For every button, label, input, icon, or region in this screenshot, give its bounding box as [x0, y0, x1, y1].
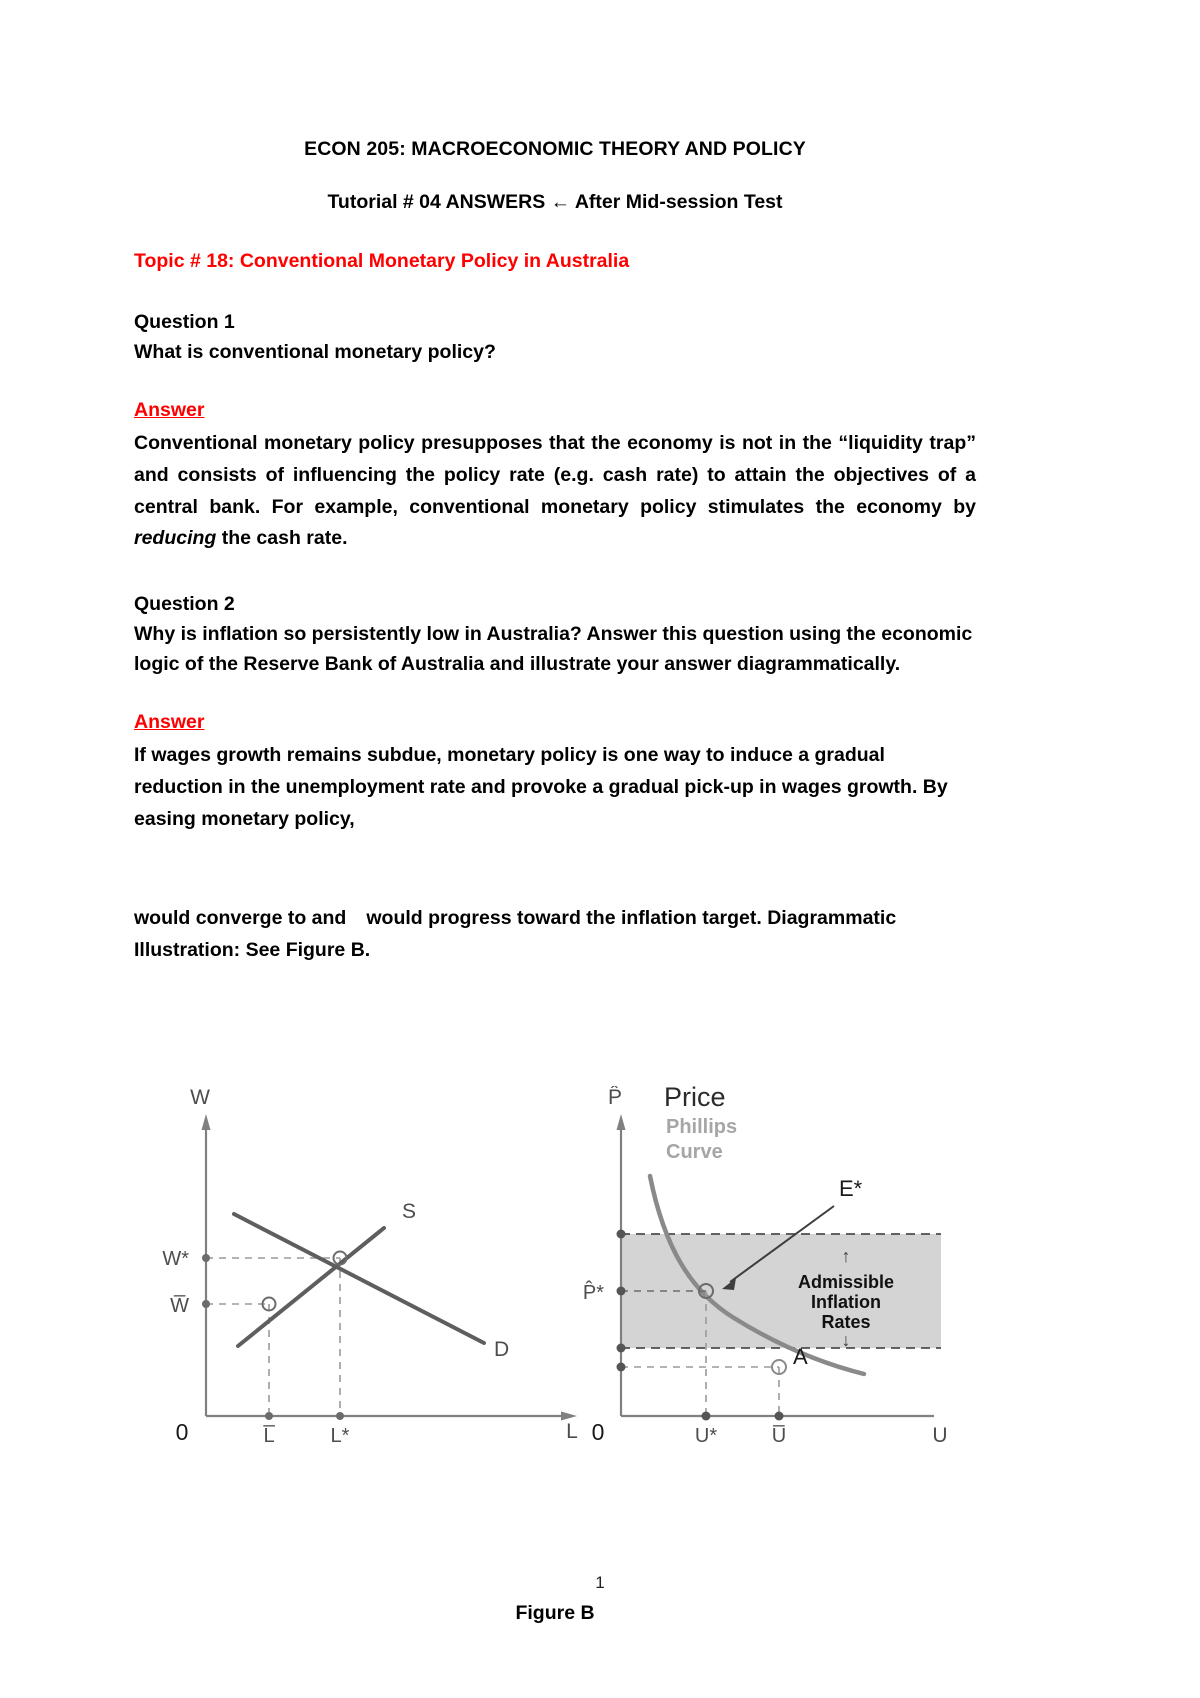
phillips-y-axis-arrow	[617, 1114, 626, 1130]
labour-supply-curve-label: S	[402, 1200, 417, 1224]
question-2-text: Why is inflation so persistently low in Australia? Answer this question using the economic logic of the Reserve Bank of Australia and illustrate your answer diagrammatically.	[134, 622, 973, 676]
phillips-y-axis-label: P̂	[607, 1086, 623, 1110]
labour-market-diagram	[162, 1086, 578, 1447]
band-label-line3: Rates	[821, 1312, 871, 1333]
figure-b-container	[134, 1086, 976, 1506]
paragraph-spacer	[134, 835, 976, 897]
phillips-curve-diagram	[583, 1086, 948, 1447]
answer-2-part-b: would progress toward the inflation target. Diagrammatic Illustration: See Figure B.	[134, 907, 897, 961]
band-label-line2: Inflation	[811, 1292, 881, 1313]
answer-2-paragraph-2	[134, 903, 976, 966]
answer-2-part-a: would converge to and	[134, 907, 347, 930]
question-1-label: Question 1	[134, 311, 235, 333]
answer-2-paragraph-1: If wages growth remains subdue, monetary policy is one way to induce a gradual reduction in the unemployment rate and provoke a gradual pick-up in wages growth. By easing monetary policy,	[134, 744, 948, 830]
phillips-tick-a	[617, 1363, 626, 1372]
phillips-xtick-ustar-label: U*	[694, 1425, 718, 1448]
labour-tick-wstar	[202, 1254, 210, 1262]
labour-ytick-wbar-label: W̅	[170, 1295, 189, 1318]
answer-1-paragraph	[134, 428, 976, 554]
answer-1-part1: Conventional monetary policy presupposes that the economy is not in the “liquidity trap” and consists of influencing the policy rate (e.g. cash rate) to attain the objectives of a central bank. For example, conventional monetary policy stimulates the economy by	[134, 432, 976, 518]
band-arrow-down: ↓	[841, 1330, 851, 1351]
labour-origin-label: 0	[175, 1419, 189, 1446]
labour-tick-lbar	[265, 1412, 273, 1420]
point-a-label: A	[793, 1344, 808, 1370]
question-2-label: Question 2	[134, 592, 235, 615]
labour-x-axis-label: L	[566, 1420, 578, 1444]
figure-b-svg	[134, 1086, 976, 1486]
phillips-tick-pstar	[617, 1287, 626, 1296]
labour-y-axis-label: W	[190, 1086, 210, 1110]
phillips-chart-title: Price	[664, 1086, 726, 1113]
answer-1-label: Answer	[134, 399, 205, 422]
phillips-chart-subtitle-line1: Phillips	[666, 1116, 738, 1139]
topic-heading: Topic # 18: Conventional Monetary Policy in Australia	[134, 250, 630, 272]
labour-tick-wbar	[202, 1300, 210, 1308]
figure-caption: Figure B	[515, 1602, 595, 1625]
band-arrow-up: ↑	[841, 1246, 851, 1267]
page-number: 1	[595, 1573, 605, 1592]
labour-demand-curve-label: D	[494, 1338, 510, 1362]
phillips-x-axis-label: U	[932, 1424, 948, 1448]
labour-demand-curve	[234, 1214, 484, 1343]
answer-1-part2: the cash rate.	[216, 527, 348, 550]
phillips-ytick-pstar-label: P̂*	[582, 1282, 604, 1305]
band-label-line1: Admissible	[797, 1272, 895, 1293]
answer-1-italic: reducing	[134, 527, 217, 550]
answer-2-label: Answer	[134, 711, 205, 734]
labour-y-axis-arrow	[202, 1114, 211, 1130]
phillips-xtick-ubar-label: U̅	[771, 1425, 787, 1448]
document-title: ECON 205: MACROECONOMIC THEORY AND POLICY	[304, 138, 806, 160]
labour-ytick-wstar-label: W*	[162, 1248, 189, 1271]
labour-xtick-lbar-label: L̅	[263, 1425, 275, 1448]
labour-tick-lstar	[336, 1412, 344, 1420]
phillips-tick-ustar	[702, 1412, 711, 1421]
estar-label: E*	[839, 1176, 863, 1202]
phillips-origin-label: 0	[591, 1419, 605, 1446]
question-1-text: What is conventional monetary policy?	[134, 341, 496, 364]
document-subtitle: Tutorial # 04 ANSWERS ← After Mid-session Test	[327, 191, 783, 213]
phillips-chart-subtitle-line2: Curve	[666, 1141, 723, 1164]
labour-xtick-lstar-label: L*	[330, 1425, 350, 1448]
phillips-tick-bandtop	[617, 1230, 626, 1239]
phillips-tick-bandbottom	[617, 1344, 626, 1353]
document-content	[134, 0, 976, 1625]
labour-supply-curve	[238, 1228, 384, 1346]
phillips-tick-ubar	[775, 1412, 784, 1421]
